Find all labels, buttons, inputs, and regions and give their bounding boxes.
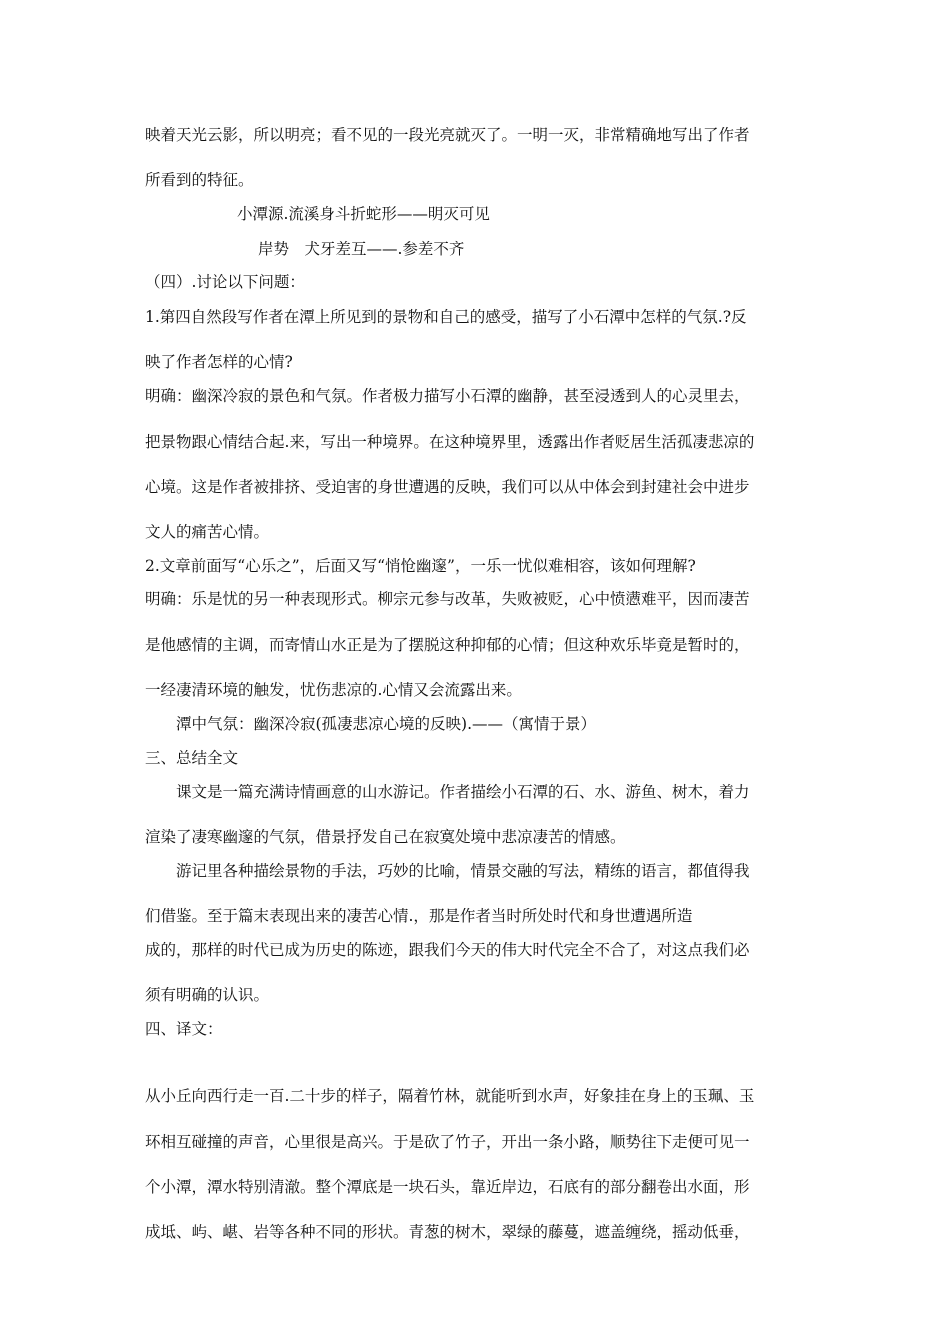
text-line: 映着天光云影，所以明亮；看不见的一段光亮就灭了。一明一灭，非常精确地写出了作者 <box>145 126 750 144</box>
translation-text: 从小丘向西行走一百.二十步的样子，隔着竹林，就能听到水声，好象挂在身上的玉珮、玉 <box>145 1087 755 1105</box>
paragraph-text: 须有明确的认识。 <box>145 986 270 1004</box>
translation-text: 个小潭，潭水特别清澈。整个潭底是一块石头，靠近岸边，石底有的部分翻卷出水面，形 <box>145 1178 750 1196</box>
answer-text: 是他感情的主调，而寄情山水正是为了摆脱这种抑郁的心情；但这种欢乐毕竟是暂时的， <box>145 636 750 654</box>
section-heading: 三、总结全文 <box>145 749 239 767</box>
paragraph-text: 课文是一篇充满诗情画意的山水游记。作者描绘小石潭的石、水、游鱼、树木，着力 <box>176 783 750 801</box>
answer-text: 一经凄清环境的触发，忧伤悲凉的.心情又会流露出来。 <box>145 681 522 699</box>
text-line: 岸势 犬牙差互——.参差不齐 <box>258 240 465 258</box>
section-heading: 四、译文： <box>145 1020 223 1038</box>
paragraph-text: 渲染了凄寒幽邃的气氛，借景抒发自己在寂寞处境中悲凉凄苦的情感。 <box>145 828 626 846</box>
text-line: 所看到的特征。 <box>145 171 254 189</box>
paragraph-text: 成的，那样的时代已成为历史的陈迹，跟我们今天的伟大时代完全不合了，对这点我们必 <box>145 941 750 959</box>
answer-text: 文人的痛苦心情。 <box>145 523 270 541</box>
answer-text: 明确：幽深冷寂的景色和气氛。作者极力描写小石潭的幽静，甚至浸透到人的心灵里去， <box>145 387 750 405</box>
section-heading: （四）.讨论以下问题： <box>145 273 305 291</box>
text-line: 潭中气氛：幽深冷寂(孤凄悲凉心境的反映).——（寓情于景） <box>176 715 597 733</box>
paragraph-text: 们借鉴。至于篇末表现出来的凄苦心情.，那是作者当时所处时代和身世遭遇所造 <box>145 907 693 925</box>
answer-text: 把景物跟心情结合起.来，写出一种境界。在这种境界里，透露出作者贬居生活孤凄悲凉的 <box>145 433 755 451</box>
paragraph-text: 游记里各种描绘景物的手法，巧妙的比喻，情景交融的写法，精练的语言，都值得我 <box>176 862 750 880</box>
answer-text: 明确：乐是忧的另一种表现形式。柳宗元参与改革，失败被贬，心中愤懑难平，因而凄苦 <box>145 590 750 608</box>
question-text: 2.文章前面写“心乐之”，后面又写“悄怆幽邃”，一乐一忧似难相容，该如何理解? <box>145 557 696 575</box>
translation-text: 环相互碰撞的声音，心里很是高兴。于是砍了竹子，开出一条小路，顺势往下走便可见一 <box>145 1133 750 1151</box>
answer-text: 心境。这是作者被排挤、受迫害的身世遭遇的反映，我们可以从中体会到封建社会中进步 <box>145 478 750 496</box>
question-text: 1.第四自然段写作者在潭上所见到的景物和自己的感受，描写了小石潭中怎样的气氛.?反 <box>145 308 747 326</box>
question-text: 映了作者怎样的心情? <box>145 353 293 371</box>
text-line: 小潭源.流溪身斗折蛇形——明灭可见 <box>237 205 490 223</box>
translation-text: 成坻、屿、嵁、岩等各种不同的形状。青葱的树木，翠绿的藤蔓，遮盖缠绕，摇动低垂， <box>145 1223 750 1241</box>
